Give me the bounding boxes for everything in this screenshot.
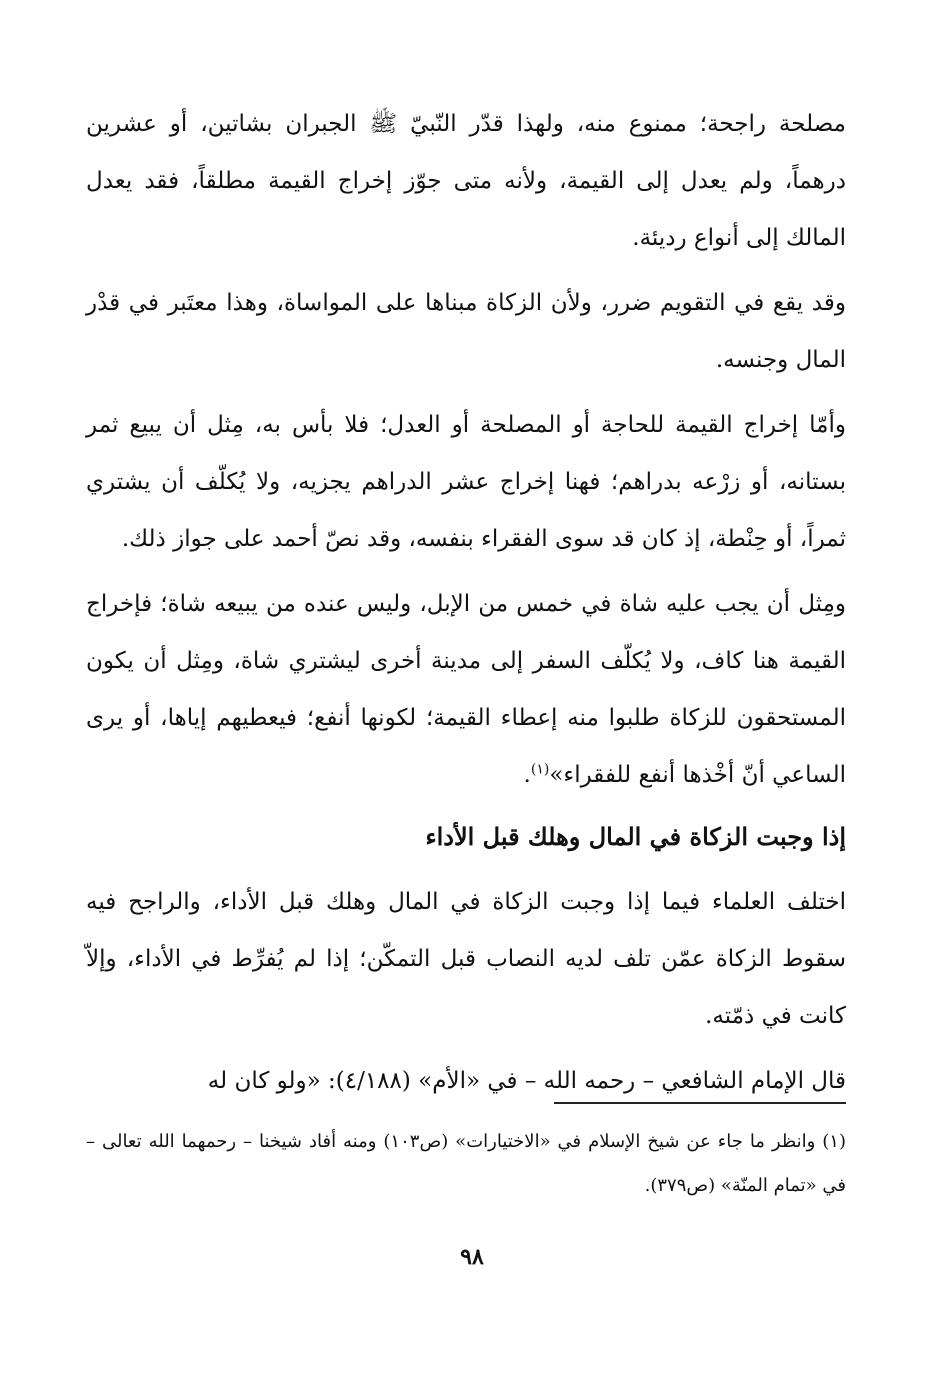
paragraph-6: قال الإمام الشافعي – رحمه الله – في «الأم» (٤/١٨٨): «ولو كان له [207,1068,846,1094]
section-heading: إذا وجبت الزكاة في المال وهلك قبل الأداء [425,822,846,851]
paragraph-4 [86,576,846,804]
paragraph-5: اختلف العلماء فيما إذا وجبت الزكاة في المال وهلك قبل الأداء، والراجح فيه سقوط الزكاة عمّن تلف لديه النصاب قبل التمكّن؛ إذا لم يُفرِّط في الأداء، وإلاّ كانت في ذمّته. [86,889,846,1029]
page-number: ٩٨ [460,1244,484,1270]
main-text [86,96,846,1110]
footnote-reference: (١) [530,761,550,778]
paragraph-4-end: . [523,762,531,788]
paragraph-4-text: ومِثل أن يجب عليه شاة في خمس من الإبل، وليس عنده من يبيعه شاة؛ فإخراج القيمة هنا كاف، ولا يُكلّف السفر إلى مدينة أخرى ليشتري شاة، ومِثل أن يكون المستحقون للزكاة طلبوا منه إعطاء القيمة؛ لكونها أنفع؛ فيعطيهم إياها، أو يرى الساعي أنّ أخْذها أنفع للفقراء» [86,591,846,788]
paragraph-1: مصلحة راجحة؛ ممنوع منه، ولهذا قدّر النّبيّ ﷺ الجبران بشاتين، أو عشرين درهماً، ولم يعدل إلى القيمة، ولأنه متى جوّز إخراج القيمة مطلقاً، فقد يعدل المالك إلى أنواع رديئة. [86,111,846,251]
footnote-divider [554,1102,846,1104]
paragraph-2: وقد يقع في التقويم ضرر، ولأن الزكاة مبناها على المواساة، وهذا معتَبر في قدْر المال وجنسه. [86,290,846,373]
footnote: (١) وانظر ما جاء عن شيخ الإسلام في «الاختيارات» (ص١٠٣) ومنه أفاد شيخنا – رحمهما الله تعالى – في «تمام المنّة» (ص٣٧٩). [86,1131,846,1196]
paragraph-3: وأمّا إخراج القيمة للحاجة أو المصلحة أو العدل؛ فلا بأس به، مِثل أن يبيع ثمر بستانه، أو زرْعه بدراهم؛ فهنا إخراج عشر الدراهم يجزيه، ولا يُكلّف أن يشتري ثمراً، أو حِنْطة، إذ كان قد سوى الفقراء بنفسه، وقد نصّ أحمد على جواز ذلك. [86,412,846,552]
